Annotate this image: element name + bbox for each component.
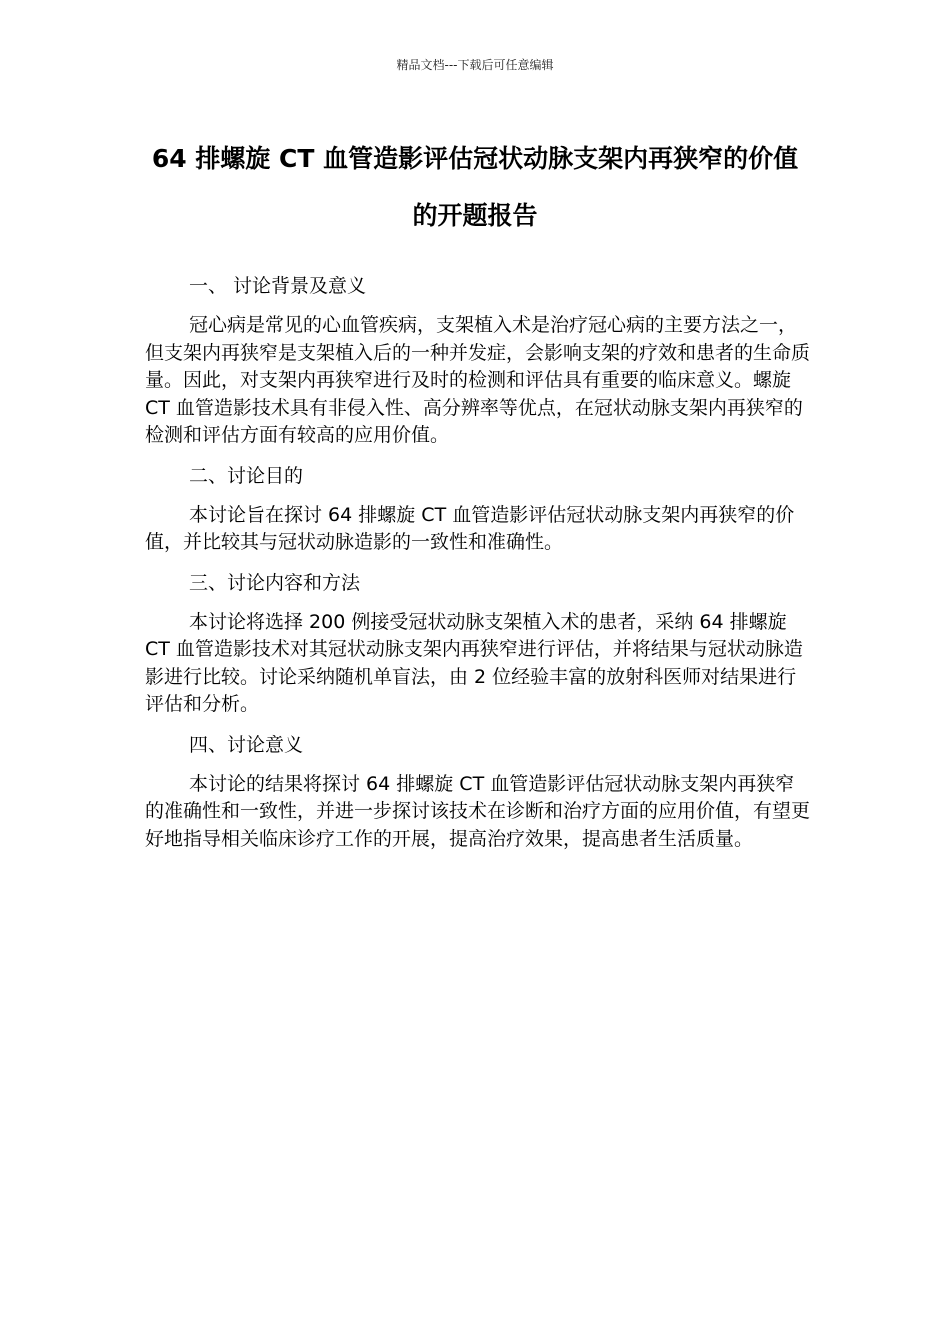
section-body-significance: 本讨论的结果将探讨 64 排螺旋 CT 血管造影评估冠状动脉支架内再狭窄的准确性和一致性，并进一步探讨该技术在诊断和治疗方面的应用价值，有望更好地指导相关临床诊疗工作的开展，提高治疗效果，提高患者生活质量。 (145, 772, 811, 850)
section-body-methods: 本讨论将选择 200 例接受冠状动脉支架植入术的患者，采纳 64 排螺旋 CT 血管造影技术对其冠状动脉支架内再狭窄进行评估，并将结果与冠状动脉造影进行比较。讨论采纳随机单盲法，由 2 位经验丰富的放射科医师对结果进行评估和分析。 (145, 610, 803, 715)
section-heading-background: 一、 讨论背景及意义 (189, 275, 367, 297)
section-body-background: 冠心病是常见的心血管疾病，支架植入术是治疗冠心病的主要方法之一，但支架内再狭窄是支架植入后的一种并发症，会影响支架的疗效和患者的生命质量。因此，对支架内再狭窄进行及时的检测和评估具有重要的临床意义。螺旋 CT 血管造影技术具有非侵入性、高分辨率等优点，在冠状动脉支架内再狭窄的检测和评估方面有较高的应用价值。 (145, 314, 811, 446)
document-body (145, 270, 810, 863)
section-heading-methods: 三、讨论内容和方法 (189, 571, 361, 594)
document-title: 64 排螺旋 CT 血管造影评估冠状动脉支架内再狭窄的价值的开题报告 (151, 144, 799, 230)
section-heading-purpose: 二、讨论目的 (189, 464, 304, 487)
header-note: 精品文档---下载后可任意编辑 (396, 58, 554, 72)
section-body-purpose: 本讨论旨在探讨 64 排螺旋 CT 血管造影评估冠状动脉支架内再狭窄的价值，并比较其与冠状动脉造影的一致性和准确性。 (145, 503, 795, 553)
section-heading-significance: 四、讨论意义 (189, 733, 304, 756)
